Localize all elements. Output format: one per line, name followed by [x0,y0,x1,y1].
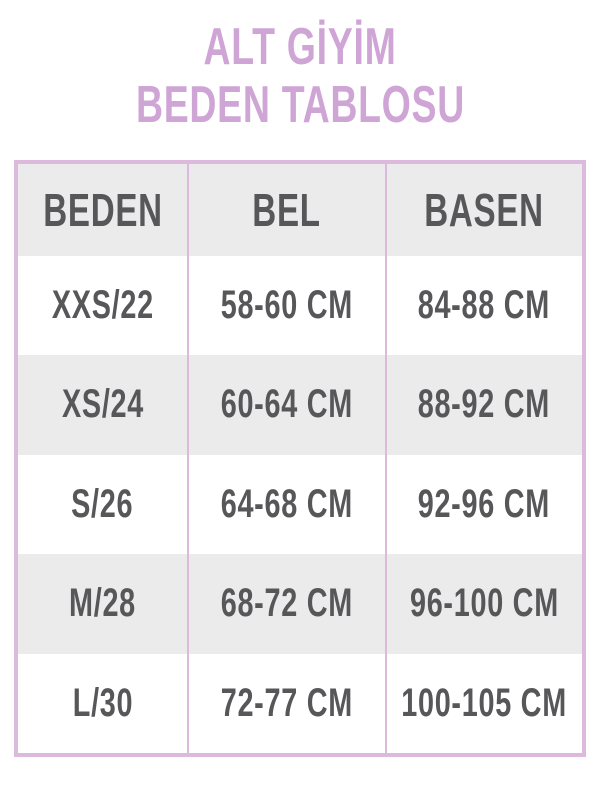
size-cell: S/26 [71,481,134,526]
hip-cell: 92-96 CM [385,455,582,555]
hip-cell: 84-88 CM [385,256,582,356]
table-row-m28 [18,554,582,654]
waist-cell: 60-64 CM [187,355,384,455]
page-title [0,18,600,134]
hip-cell: 88-92 CM [385,355,582,455]
hip-cell: 100-105 CM [385,654,582,754]
size-table [14,160,586,757]
size-cell: L/30 [72,680,133,725]
page-title-line1: ALT GİYİM [203,18,397,76]
hip-cell: 96-100 CM [385,554,582,654]
table-row-xxs22 [18,256,582,356]
table-header-row [18,164,582,256]
waist-cell: 58-60 CM [187,256,384,356]
waist-cell: 72-77 CM [187,654,384,754]
size-cell: XXS/22 [51,282,154,327]
waist-cell: 68-72 CM [187,554,384,654]
waist-cell: 64-68 CM [187,455,384,555]
table-row-xs24 [18,355,582,455]
size-cell: XS/24 [61,382,144,427]
size-cell: M/28 [69,581,137,626]
table-row-l30 [18,654,582,754]
header-bel: BEL [187,164,384,256]
header-beden: BEDEN [42,183,163,236]
page-title-line2: BEDEN TABLOSU [135,76,465,134]
header-basen: BASEN [385,164,582,256]
table-row-s26 [18,455,582,555]
